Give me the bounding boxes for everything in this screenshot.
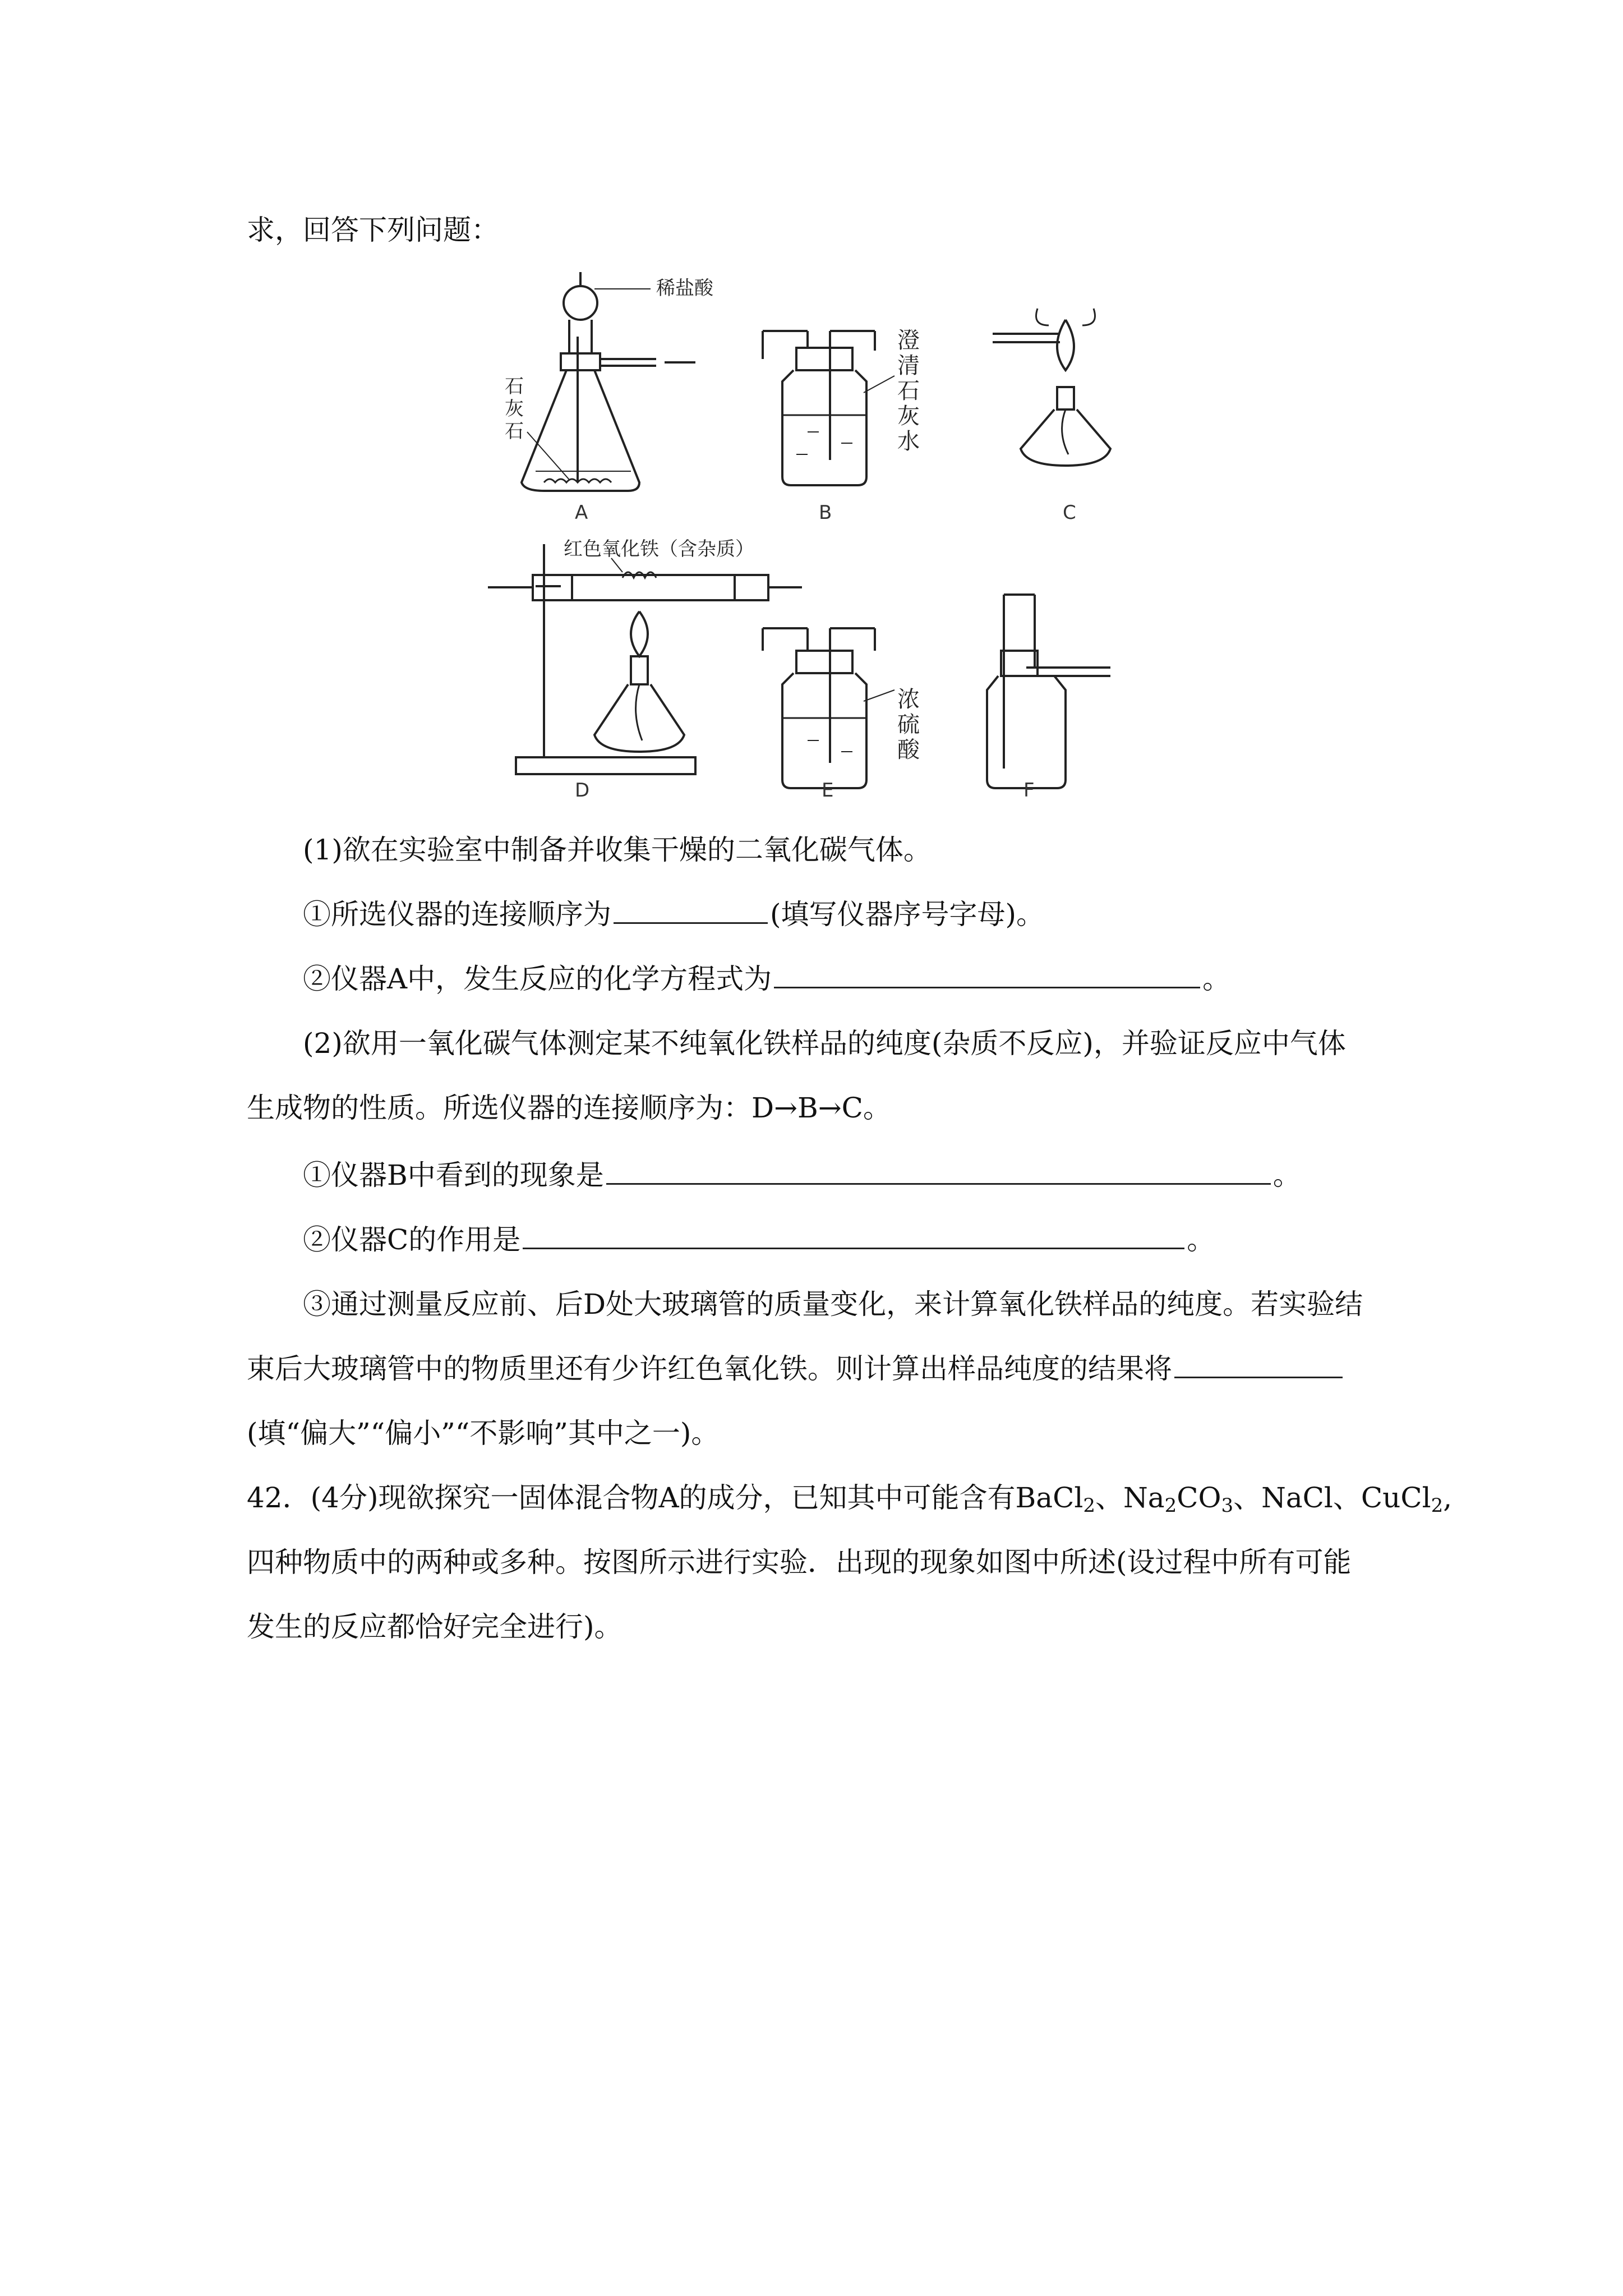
q1-sub1-text: ①所选仪器的连接顺序为 bbox=[303, 898, 611, 931]
q42-co: CO bbox=[1177, 1481, 1221, 1514]
q42-sub-cu: 2 bbox=[1431, 1494, 1444, 1517]
q2-sub1 bbox=[303, 1156, 1301, 1195]
label-limestone-3: 石 bbox=[505, 420, 524, 443]
q42-line1-text: 42．(4分)现欲探究一固体混合物A的成分，已知其中可能含有BaCl bbox=[247, 1481, 1083, 1514]
answer-blank-q2-purpose[interactable] bbox=[523, 1222, 1184, 1249]
intro-text: 求，回答下列问题： bbox=[247, 214, 499, 246]
apparatus-d bbox=[488, 544, 802, 774]
apparatus-diagram bbox=[471, 264, 1161, 802]
q2-sub3-text: 束后大玻璃管中的物质里还有少许红色氧化铁。则计算出样品纯度的结果将 bbox=[247, 1352, 1172, 1385]
q2-sub3-line3: (填“偏大”“偏小”“不影响”其中之一)。 bbox=[247, 1417, 720, 1450]
apparatus-e bbox=[763, 628, 895, 788]
apparatus-a bbox=[522, 272, 695, 491]
q42-sep-1: 、 bbox=[1095, 1481, 1123, 1514]
label-limestone-1: 石 bbox=[505, 375, 524, 398]
q42-line3: 发生的反应都恰好完全进行)。 bbox=[247, 1611, 623, 1643]
q2-sub2 bbox=[303, 1220, 1215, 1259]
q2-sub2-text: ②仪器C的作用是 bbox=[303, 1223, 521, 1256]
q2-sub3-line2 bbox=[247, 1349, 1345, 1388]
label-sulfuric-3: 酸 bbox=[897, 737, 920, 763]
caption-c: C bbox=[1063, 501, 1076, 524]
apparatus-figure bbox=[471, 264, 1161, 802]
apparatus-c bbox=[993, 309, 1110, 466]
label-sulfuric-2: 硫 bbox=[897, 712, 920, 738]
q42-sep-2: 、 bbox=[1233, 1481, 1262, 1514]
answer-blank-q1-order[interactable] bbox=[614, 896, 768, 924]
label-iron-oxide: 红色氧化铁（含杂质） bbox=[564, 538, 754, 560]
label-dilute-hcl: 稀盐酸 bbox=[656, 277, 713, 300]
q42-sep-3: 、 bbox=[1332, 1481, 1361, 1514]
q2-stem-line2: 生成物的性质。所选仪器的连接顺序为：D→B→C。 bbox=[247, 1092, 891, 1124]
label-sulfuric-1: 浓 bbox=[897, 687, 920, 712]
q1-stem: (1)欲在实验室中制备并收集干燥的二氧化碳气体。 bbox=[303, 834, 932, 866]
answer-blank-q2-result[interactable] bbox=[1174, 1351, 1343, 1378]
label-limewater-4: 灰 bbox=[897, 403, 920, 429]
label-limewater-5: 水 bbox=[897, 429, 920, 454]
caption-a: A bbox=[575, 501, 588, 524]
label-limewater-1: 澄 bbox=[897, 328, 920, 353]
q42-na: Na bbox=[1123, 1481, 1165, 1514]
q42-sub-co: 3 bbox=[1221, 1494, 1234, 1517]
answer-blank-q2-phenomenon[interactable] bbox=[606, 1157, 1271, 1185]
label-limestone-2: 灰 bbox=[505, 398, 524, 420]
q42-line2: 四种物质中的两种或多种。按图所示进行实验．出现的现象如图中所述(设过程中所有可能 bbox=[247, 1546, 1352, 1579]
q2-sub1-suffix: 。 bbox=[1272, 1159, 1301, 1191]
apparatus-b bbox=[763, 331, 895, 485]
caption-e: E bbox=[822, 779, 834, 802]
q42-sub-na: 2 bbox=[1164, 1494, 1177, 1517]
answer-blank-q1-equation[interactable] bbox=[774, 961, 1200, 988]
caption-d: D bbox=[575, 779, 590, 802]
q1-sub1 bbox=[303, 895, 1044, 934]
label-limewater-2: 清 bbox=[897, 353, 920, 379]
q2-sub2-suffix: 。 bbox=[1187, 1223, 1215, 1256]
caption-b: B bbox=[819, 501, 832, 524]
q1-sub1-suffix: (填写仪器序号字母)。 bbox=[770, 898, 1045, 931]
label-limewater-3: 石 bbox=[897, 378, 920, 404]
q2-sub1-text: ①仪器B中看到的现象是 bbox=[303, 1159, 604, 1191]
q1-sub2 bbox=[303, 959, 1230, 999]
apparatus-f bbox=[987, 595, 1110, 788]
q1-sub2-suffix: 。 bbox=[1202, 963, 1231, 995]
q2-sub3-line1: ③通过测量反应前、后D处大玻璃管的质量变化，来计算氧化铁样品的纯度。若实验结 bbox=[303, 1288, 1363, 1320]
q2-stem-line1: (2)欲用一氧化碳气体测定某不纯氧化铁样品的纯度(杂质不反应)，并验证反应中气体 bbox=[303, 1027, 1346, 1060]
q42-sub-ba: 2 bbox=[1083, 1494, 1095, 1517]
caption-f: F bbox=[1023, 779, 1035, 802]
q42-cucl: CuCl bbox=[1361, 1481, 1431, 1514]
q1-sub2-text: ②仪器A中，发生反应的化学方程式为 bbox=[303, 963, 772, 995]
q42-comma: , bbox=[1443, 1481, 1453, 1514]
q42-nacl: NaCl bbox=[1261, 1481, 1333, 1514]
q42-line1 bbox=[247, 1478, 1452, 1525]
